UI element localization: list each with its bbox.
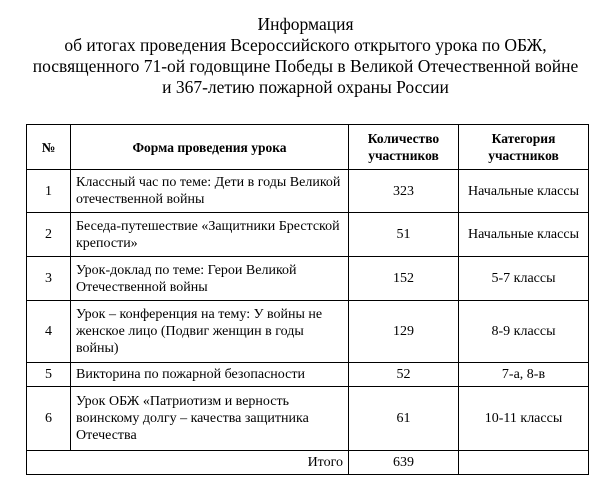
row-count: 61: [349, 387, 459, 451]
heading-line-2: об итогах проведения Всероссийского открытого урока по ОБЖ,: [64, 35, 547, 55]
header-form: Форма проведения урока: [71, 125, 349, 170]
row-form: Урок – конференция на тему: У войны не женское лицо (Подвиг женщин в годы войны): [71, 301, 349, 363]
header-count: Количество участников: [349, 125, 459, 170]
row-category: Начальные классы: [459, 170, 589, 213]
table-row: [27, 170, 589, 213]
header-row: [27, 125, 589, 170]
row-form: Викторина по пожарной безопасности: [71, 363, 349, 387]
row-count: 129: [349, 301, 459, 363]
table-row: [27, 387, 589, 451]
heading-title: Информация: [257, 14, 354, 34]
total-row: [27, 451, 589, 475]
row-num: 6: [27, 387, 71, 451]
row-category: 10-11 классы: [459, 387, 589, 451]
row-num: 3: [27, 257, 71, 301]
document-heading: [0, 14, 611, 98]
table-row: [27, 257, 589, 301]
heading-line-3: посвященного 71-ой годовщине Победы в Великой Отечественной войне: [32, 56, 579, 76]
table-row: [27, 363, 589, 387]
header-num: №: [27, 125, 71, 170]
row-num: 2: [27, 213, 71, 257]
row-category: 7-а, 8-в: [459, 363, 589, 387]
row-num: 4: [27, 301, 71, 363]
report-table: [26, 124, 589, 475]
row-category: 5-7 классы: [459, 257, 589, 301]
row-num: 5: [27, 363, 71, 387]
row-form: Урок ОБЖ «Патриотизм и верность воинскому долгу – качества защитника Отечества: [71, 387, 349, 451]
total-label: Итого: [27, 451, 349, 475]
row-count: 323: [349, 170, 459, 213]
row-category: Начальные классы: [459, 213, 589, 257]
row-count: 51: [349, 213, 459, 257]
row-form: Классный час по теме: Дети в годы Великой отечественной войны: [71, 170, 349, 213]
heading-line-4: и 367-летию пожарной охраны России: [162, 77, 449, 97]
total-category-empty: [459, 451, 589, 475]
row-num: 1: [27, 170, 71, 213]
row-category: 8-9 классы: [459, 301, 589, 363]
row-form: Урок-доклад по теме: Герои Великой Отечественной войны: [71, 257, 349, 301]
table-row: [27, 213, 589, 257]
table-body: [27, 170, 589, 475]
table-header: [27, 125, 589, 170]
row-count: 152: [349, 257, 459, 301]
row-count: 52: [349, 363, 459, 387]
table-row: [27, 301, 589, 363]
total-count: 639: [349, 451, 459, 475]
row-form: Беседа-путешествие «Защитники Брестской крепости»: [71, 213, 349, 257]
header-category: Категория участников: [459, 125, 589, 170]
